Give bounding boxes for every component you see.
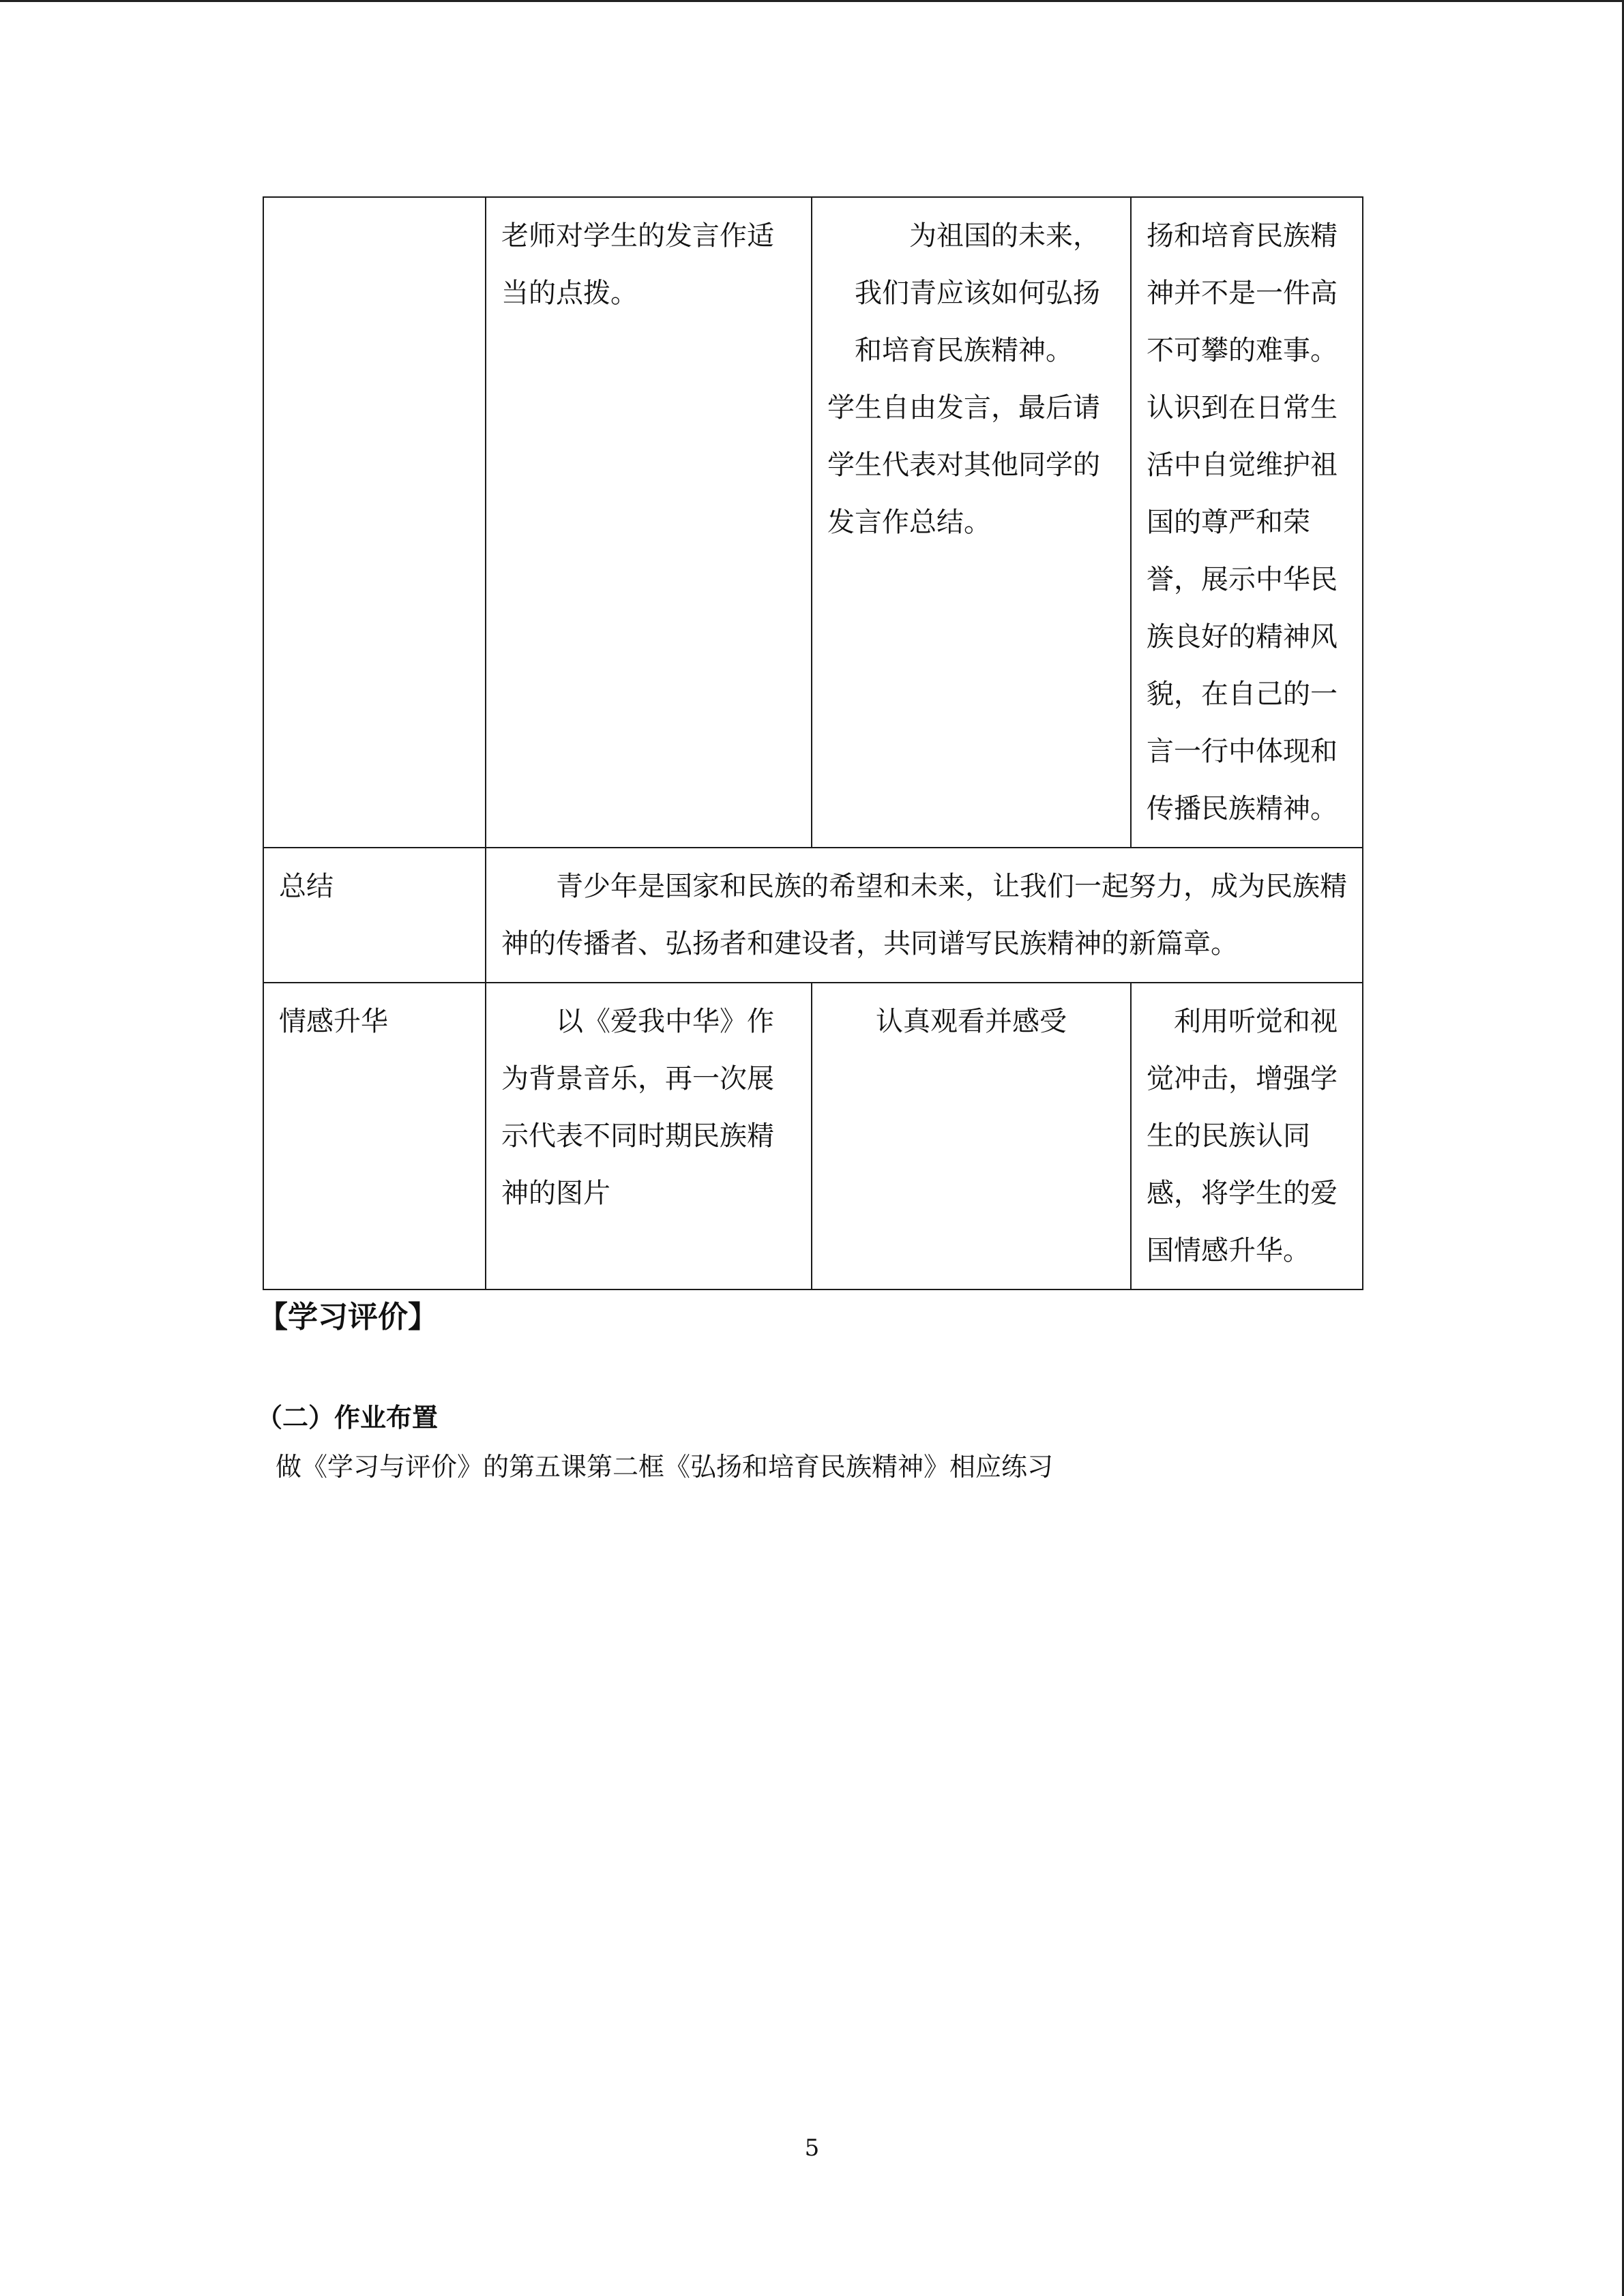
summary-cell [486, 848, 1363, 983]
table-row [263, 983, 1363, 1289]
student-activity-cell [812, 197, 1131, 848]
teacher-activity-text: 老师对学生的发言作适当的点拨。 [501, 220, 774, 309]
stage-label-cell [263, 848, 486, 983]
lesson-plan-table [263, 196, 1363, 1290]
page-top-border [0, 0, 1624, 2]
evaluation-heading: 【学习评价】 [258, 1300, 438, 1335]
homework-text: 做《学习与评价》的第五课第二框《弘扬和培育民族精神》相应练习 [276, 1452, 1054, 1482]
student-activity-cell [812, 983, 1131, 1289]
page-number: 5 [804, 2134, 820, 2162]
design-intent-text: 利用听觉和视觉冲击，增强学生的民族认同感，将学生的爱国情感升华。 [1147, 1006, 1338, 1266]
stage-label: 情感升华 [279, 1006, 388, 1037]
summary-text: 青少年是国家和民族的希望和未来，让我们一起努力，成为民族精神的传播者、弘扬者和建设者，共同谱写民族精神的新篇章。 [501, 871, 1347, 959]
stage-label-cell [263, 983, 486, 1289]
table-row [263, 197, 1363, 848]
student-question-text: 为祖国的未来，我们青应该如何弘扬和培育民族精神。 [855, 220, 1100, 366]
teacher-activity-cell [486, 197, 812, 848]
homework-heading: （二）作业布置 [256, 1403, 439, 1433]
student-activity-text: 认真观看并感受 [876, 1006, 1067, 1037]
student-action-text: 学生自由发言，最后请学生代表对其他同学的发言作总结。 [827, 392, 1100, 538]
stage-cell-empty [263, 197, 486, 848]
stage-label: 总结 [279, 871, 334, 902]
teacher-activity-text: 以《爱我中华》作为背景音乐，再一次展示代表不同时期民族精神的图片 [501, 1006, 774, 1209]
teacher-activity-cell [486, 983, 812, 1289]
table-row [263, 848, 1363, 983]
design-intent-text: 扬和培育民族精神并不是一件高不可攀的难事。认识到在日常生活中自觉维护祖国的尊严和荣誉，展示中华民族良好的精神风貌，在自己的一言一行中体现和传播民族精神。 [1147, 220, 1338, 824]
design-intent-cell [1131, 197, 1363, 848]
design-intent-cell [1131, 983, 1363, 1289]
